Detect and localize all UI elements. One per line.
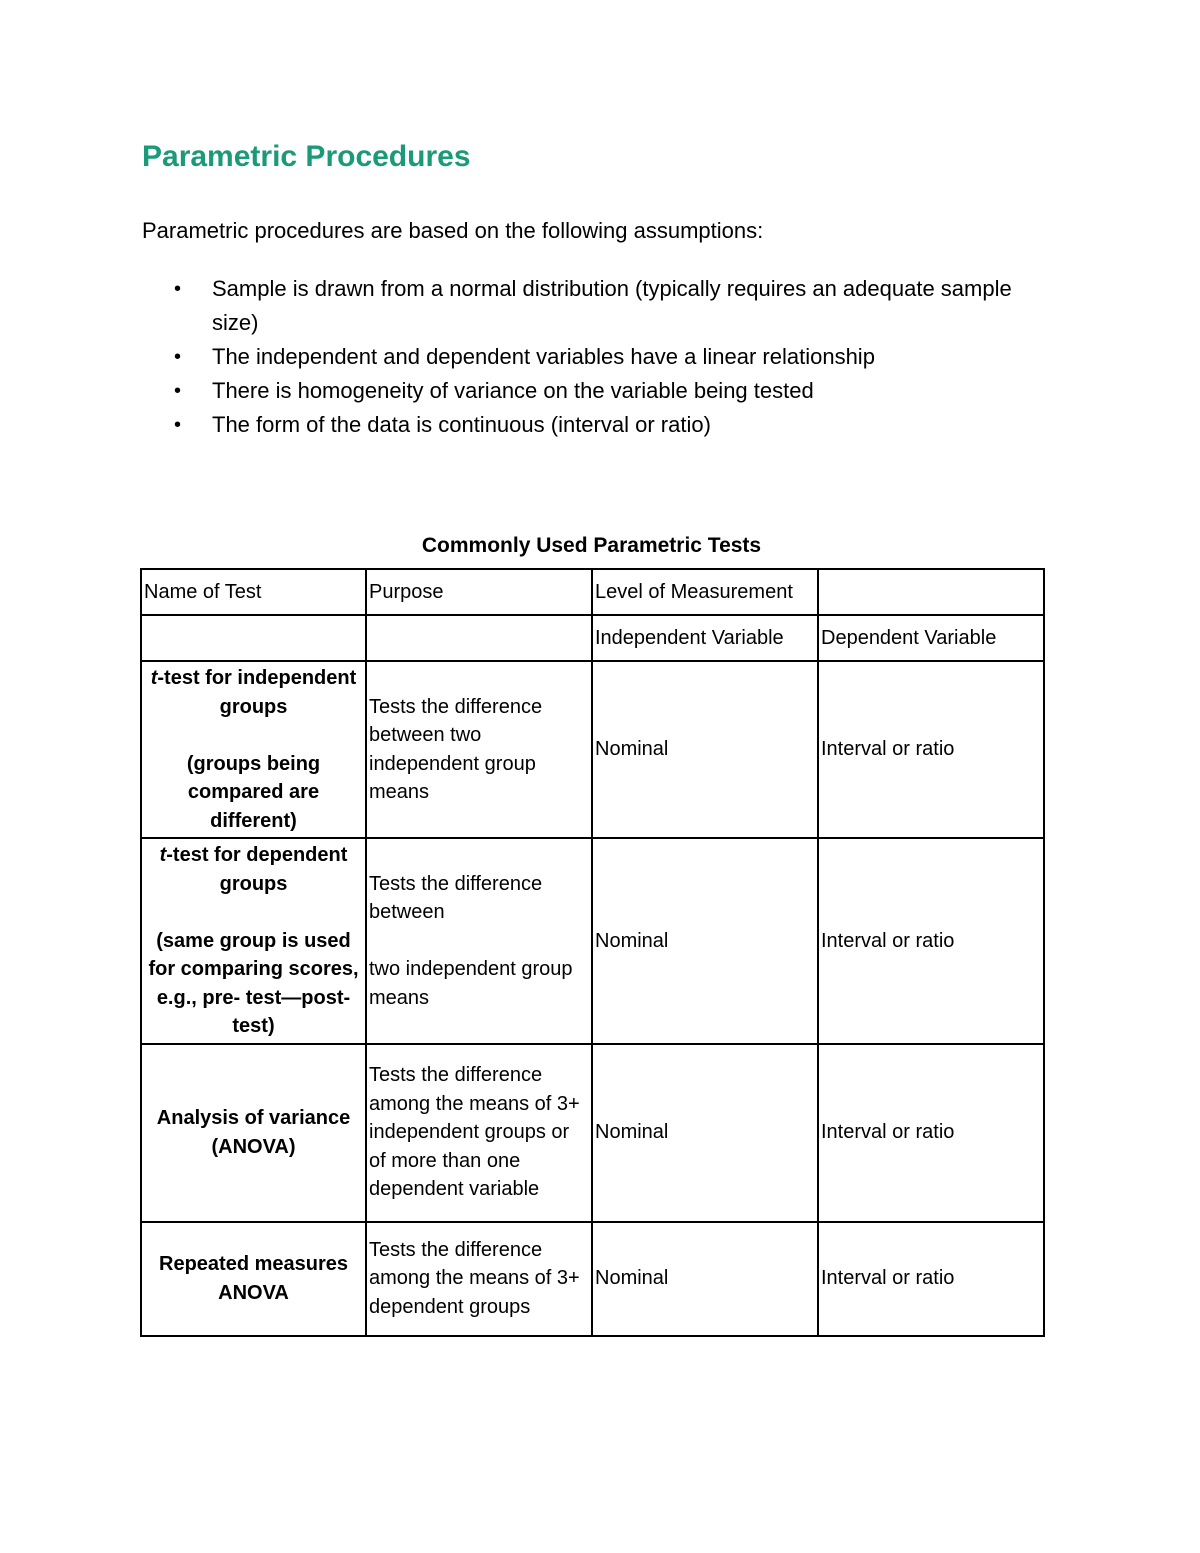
table-row — [141, 1044, 1044, 1222]
test-name-italic: t — [150, 667, 158, 689]
test-name: -test for dependent groups — [166, 844, 348, 895]
test-name-note: (groups being compared are different) — [186, 752, 321, 832]
independent-variable-cell: Nominal — [592, 838, 818, 1044]
header-purpose: Purpose — [366, 569, 592, 615]
purpose-text: independent groups or of more than one dependent variable — [369, 1121, 570, 1201]
assumption-text: There is homogeneity of variance on the variable being tested — [212, 378, 814, 403]
table-row — [141, 838, 1044, 1044]
table-subheader-row — [141, 615, 1044, 661]
test-name-note: (same group is used for comparing scores, e.g., pre- test—post-test) — [148, 929, 359, 1037]
header-empty — [818, 569, 1044, 615]
independent-variable-cell: Nominal — [592, 1222, 818, 1336]
page-title: Parametric Procedures — [142, 140, 471, 173]
assumption-text: The independent and dependent variables have a linear relationship — [212, 344, 875, 369]
bullet-icon: • — [174, 380, 182, 402]
table-caption: Commonly Used Parametric Tests — [421, 534, 762, 557]
intro-paragraph: Parametric procedures are based on the following assumptions: — [142, 218, 764, 243]
purpose-text: Tests the difference between — [369, 872, 543, 923]
subheader-empty — [366, 615, 592, 661]
list-item — [142, 340, 1062, 374]
table-row — [141, 661, 1044, 838]
dependent-variable-cell: Interval or ratio — [818, 1044, 1044, 1222]
independent-variable-cell: Nominal — [592, 1044, 818, 1222]
purpose-cell — [366, 1222, 592, 1336]
table-row — [141, 1222, 1044, 1336]
purpose-cell — [366, 1044, 592, 1222]
list-item — [142, 272, 1062, 340]
subheader-dependent-variable: Dependent Variable — [818, 615, 1044, 661]
test-name-cell — [141, 838, 366, 1044]
assumption-text: The form of the data is continuous (interval or ratio) — [212, 412, 711, 437]
test-name: -test for independent groups — [157, 667, 357, 718]
purpose-text: two independent group means — [369, 958, 573, 1009]
list-item — [142, 374, 1062, 408]
header-level-of-measurement: Level of Measurement — [592, 569, 818, 615]
test-name-italic: t — [159, 844, 167, 866]
table-header-row — [141, 569, 1044, 615]
list-item — [142, 408, 1062, 442]
purpose-text: Tests the difference among the means of 3+ — [369, 1064, 580, 1115]
bullet-icon: • — [174, 278, 182, 300]
parametric-tests-table — [140, 568, 1045, 1337]
test-name-cell — [141, 661, 366, 838]
assumptions-list — [142, 272, 1062, 442]
purpose-cell — [366, 661, 592, 838]
purpose-text: Tests the difference among the means of 3+ dependent groups — [369, 1238, 580, 1318]
dependent-variable-cell: Interval or ratio — [818, 661, 1044, 838]
dependent-variable-cell: Interval or ratio — [818, 838, 1044, 1044]
test-name-cell: Analysis of variance (ANOVA) — [141, 1044, 366, 1222]
subheader-independent-variable: Independent Variable — [592, 615, 818, 661]
independent-variable-cell: Nominal — [592, 661, 818, 838]
bullet-icon: • — [174, 414, 182, 436]
bullet-icon: • — [174, 346, 182, 368]
header-name-of-test: Name of Test — [141, 569, 366, 615]
test-name-cell: Repeated measures ANOVA — [141, 1222, 366, 1336]
dependent-variable-cell: Interval or ratio — [818, 1222, 1044, 1336]
purpose-text: Tests the difference between two independent group means — [369, 695, 543, 803]
purpose-cell — [366, 838, 592, 1044]
subheader-empty — [141, 615, 366, 661]
assumption-text: Sample is drawn from a normal distribution (typically requires an adequate sample size) — [212, 276, 1012, 335]
